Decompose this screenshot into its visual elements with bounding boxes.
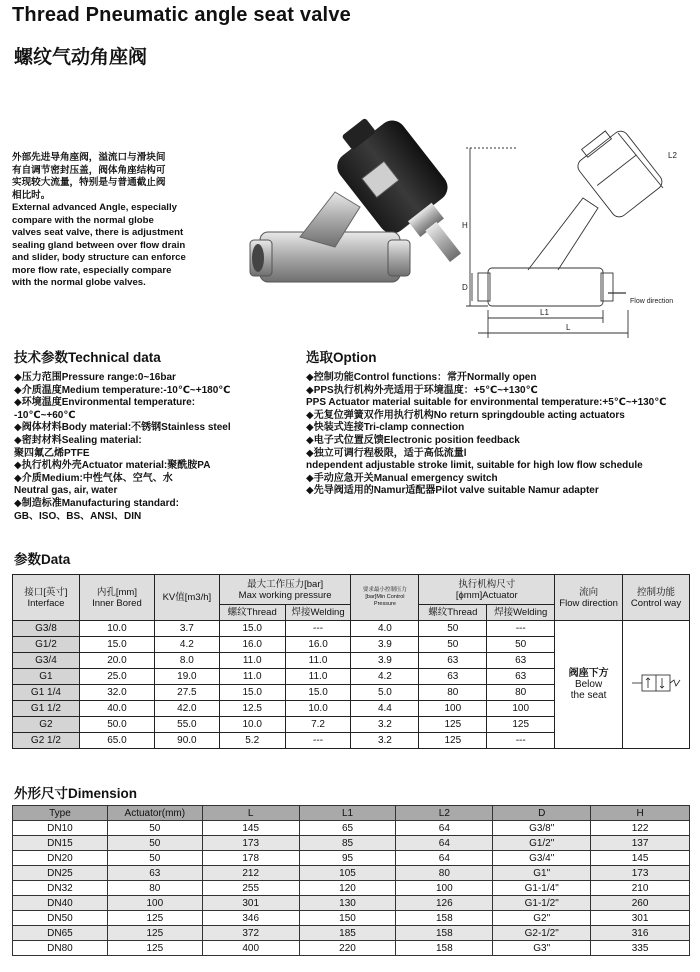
dimension-cell: 50 — [107, 851, 202, 866]
label-l: L — [566, 323, 571, 332]
dimension-cell: 178 — [202, 851, 299, 866]
data-cell: 11.0 — [285, 653, 351, 669]
data-cell: 65.0 — [79, 733, 154, 749]
data-cell: G3/4 — [13, 653, 80, 669]
option-list — [306, 372, 698, 498]
dimension-cell: 158 — [396, 941, 493, 956]
dimension-cell: 85 — [299, 836, 396, 851]
dimension-cell: 137 — [591, 836, 690, 851]
intro-en-line: External advanced Angle, especially — [12, 202, 177, 213]
flow-direction-cell — [555, 621, 623, 749]
header-pressure-cn: 最大工作压力[bar] — [247, 578, 324, 590]
dimension-cell: G3" — [493, 941, 591, 956]
dimension-row — [13, 941, 690, 956]
intro-text — [12, 152, 207, 290]
header-actuator — [419, 575, 555, 605]
data-cell: 50 — [487, 637, 555, 653]
dimension-cell: 220 — [299, 941, 396, 956]
dimension-cell: 130 — [299, 896, 396, 911]
option-item: ◆独立可调行程极限，适于高低流量l — [306, 447, 467, 459]
data-cell: 15.0 — [285, 685, 351, 701]
dimension-cell: 158 — [396, 911, 493, 926]
intro-cn-line: 实现较大流量，特别是与普通截止阀 — [12, 177, 166, 188]
dimension-cell: 301 — [202, 896, 299, 911]
tech-item: ◆制造标准Manufacturing standard: — [14, 497, 179, 509]
dimension-cell: DN20 — [13, 851, 108, 866]
data-cell: --- — [487, 621, 555, 637]
data-cell: 12.5 — [219, 701, 285, 717]
intro-en-line: sealing gland between over flow drain — [12, 239, 186, 251]
data-cell: 80 — [487, 685, 555, 701]
data-cell: 15.0 — [219, 621, 285, 637]
dimension-heading: 外形尺寸Dimension — [14, 786, 138, 801]
dimension-cell: 64 — [396, 836, 493, 851]
option-heading: 选取Option — [306, 350, 377, 365]
dimension-row — [13, 866, 690, 881]
tech-item: Neutral gas, air, water — [14, 485, 118, 497]
tech-item: ◆执行机构外壳Actuator material:聚酰胺PA — [14, 460, 211, 472]
dimension-cell: 100 — [107, 896, 202, 911]
dimension-header: Type — [13, 806, 108, 821]
header-welding: 焊接Welding — [285, 605, 351, 621]
dimension-cell: 64 — [396, 821, 493, 836]
tech-item: GB、ISO、BS、ANSI、DIN — [14, 510, 142, 522]
data-cell: 4.2 — [154, 637, 219, 653]
dimension-header: Actuator(mm) — [107, 806, 202, 821]
dimension-header: L — [202, 806, 299, 821]
data-cell: 125 — [419, 733, 487, 749]
dimension-cell: G3/8" — [493, 821, 591, 836]
header-control-pressure — [351, 575, 419, 621]
dimension-cell: 120 — [299, 881, 396, 896]
dimension-cell: 316 — [591, 926, 690, 941]
dimension-row — [13, 896, 690, 911]
intro-en-line: valves seat valve, there is adjustment — [12, 227, 184, 238]
header-cp-line: 要求最小控制压力 — [362, 587, 407, 593]
header-control-way — [623, 575, 690, 621]
option-item: ◆先导阀适用的Namur适配器Pilot valve suitable Namur adapter — [306, 485, 599, 497]
header-bore — [79, 575, 154, 621]
data-cell: G1 — [13, 669, 80, 685]
data-cell: 25.0 — [79, 669, 154, 685]
data-cell: 50 — [419, 621, 487, 637]
data-cell: --- — [487, 733, 555, 749]
valve-photo — [240, 112, 470, 327]
data-cell: G2 — [13, 717, 80, 733]
tech-item: ◆介质温度Medium temperature:-10℃~+180℃ — [14, 384, 231, 396]
option-item: ◆手动应急开关Manual emergency switch — [306, 472, 498, 484]
technical-data-list — [14, 372, 304, 523]
header-interface-en: Interface — [27, 597, 65, 609]
data-cell: 125 — [419, 717, 487, 733]
dimension-cell: 255 — [202, 881, 299, 896]
header-act-thread: 螺纹Thread — [419, 605, 487, 621]
dimension-cell: DN65 — [13, 926, 108, 941]
dimension-row — [13, 836, 690, 851]
data-cell: 16.0 — [219, 637, 285, 653]
data-cell: 11.0 — [219, 669, 285, 685]
data-cell: 3.9 — [351, 637, 419, 653]
tech-item: ◆压力范围Pressure range:0~16bar — [14, 372, 176, 383]
data-cell: 3.2 — [351, 717, 419, 733]
option-item: PPS Actuator material suitable for environmental temperature:+5℃~+130℃ — [306, 397, 667, 409]
dimension-cell: DN10 — [13, 821, 108, 836]
data-cell: 4.2 — [351, 669, 419, 685]
dimension-drawing — [458, 128, 698, 343]
title-english: Thread Pneumatic angle seat valve — [12, 4, 351, 26]
dimension-row — [13, 911, 690, 926]
dimension-cell: 100 — [396, 881, 493, 896]
dimension-cell: 95 — [299, 851, 396, 866]
data-cell: 4.0 — [351, 621, 419, 637]
data-cell: --- — [285, 733, 351, 749]
data-cell: 63 — [487, 653, 555, 669]
dimension-cell: 212 — [202, 866, 299, 881]
data-cell: 80 — [419, 685, 487, 701]
label-flow-direction: Flow direction — [630, 298, 674, 305]
data-cell: 63 — [419, 669, 487, 685]
header-actuator-cn: 执行机构尺寸 — [458, 578, 516, 590]
dimension-header: H — [591, 806, 690, 821]
header-pressure-en: Max working pressure — [238, 589, 332, 601]
technical-data-heading: 技术参数Technical data — [14, 350, 161, 365]
dimension-cell: G3/4" — [493, 851, 591, 866]
dimension-cell: G2" — [493, 911, 591, 926]
data-cell: 10.0 — [79, 621, 154, 637]
option-item: ◆控制功能Control functions：常开Normally open — [306, 372, 537, 383]
header-flow — [555, 575, 623, 621]
dimension-cell: 210 — [591, 881, 690, 896]
data-cell: 16.0 — [285, 637, 351, 653]
header-cp-line: Pressure — [373, 601, 396, 607]
dimension-cell: G1" — [493, 866, 591, 881]
intro-en-line: compare with the normal globe — [12, 214, 154, 226]
data-cell: 5.2 — [219, 733, 285, 749]
data-cell: 90.0 — [154, 733, 219, 749]
dimension-cell: 105 — [299, 866, 396, 881]
dimension-cell: 80 — [396, 866, 493, 881]
dimension-cell: 80 — [107, 881, 202, 896]
data-cell: 4.4 — [351, 701, 419, 717]
dimension-cell: 185 — [299, 926, 396, 941]
data-cell: 11.0 — [285, 669, 351, 685]
dimension-row — [13, 926, 690, 941]
header-kv: KV值[m3/h] — [154, 575, 219, 621]
dimension-cell: G1/2" — [493, 836, 591, 851]
title-chinese: 螺纹气动角座阀 — [14, 46, 148, 68]
header-control-way-en: Control way — [630, 597, 682, 609]
tech-item: ◆环境温度Environmental temperature: — [14, 397, 196, 409]
data-cell: 63 — [487, 669, 555, 685]
data-cell: 63 — [419, 653, 487, 669]
dimension-cell: DN40 — [13, 896, 108, 911]
option-item: ◆快装式连接Tri-clamp connection — [306, 422, 465, 434]
label-d: D — [462, 283, 468, 292]
dimension-header: D — [493, 806, 591, 821]
data-table — [12, 574, 690, 749]
dimension-cell: G2-1/2" — [493, 926, 591, 941]
dimension-row — [13, 881, 690, 896]
control-symbol-icon — [628, 670, 684, 696]
data-cell: 50.0 — [79, 717, 154, 733]
dimension-cell: 65 — [299, 821, 396, 836]
control-way-cell — [623, 621, 690, 749]
header-interface-cn: 接口[英寸] — [24, 586, 68, 598]
data-heading: 参数Data — [14, 552, 71, 567]
dimension-cell: DN50 — [13, 911, 108, 926]
data-cell: 3.9 — [351, 653, 419, 669]
data-cell: 19.0 — [154, 669, 219, 685]
data-cell: 15.0 — [219, 685, 285, 701]
dimension-cell: 400 — [202, 941, 299, 956]
data-cell: 40.0 — [79, 701, 154, 717]
dimension-cell: G1-1/4" — [493, 881, 591, 896]
dimension-cell: 335 — [591, 941, 690, 956]
dimension-cell: 50 — [107, 836, 202, 851]
dimension-cell: 173 — [591, 866, 690, 881]
data-cell: G1 1/4 — [13, 685, 80, 701]
data-cell: 50 — [419, 637, 487, 653]
data-row — [13, 621, 690, 637]
data-cell: 100 — [487, 701, 555, 717]
tech-item: -10℃~+60℃ — [14, 409, 76, 421]
data-cell: 42.0 — [154, 701, 219, 717]
header-bore-cn: 内孔[mm] — [96, 586, 137, 598]
intro-en-line: and slider, body structure can enforce — [12, 252, 186, 263]
dimension-cell: 64 — [396, 851, 493, 866]
dimension-cell: 173 — [202, 836, 299, 851]
data-cell: G3/8 — [13, 621, 80, 637]
data-cell: 15.0 — [79, 637, 154, 653]
intro-en-line: more flow rate, especially compare — [12, 264, 172, 276]
data-cell: G1 1/2 — [13, 701, 80, 717]
dimension-cell: DN32 — [13, 881, 108, 896]
data-cell: 10.0 — [285, 701, 351, 717]
header-bore-en: Inner Bored — [92, 597, 142, 609]
flow-text: 阀座下方 — [568, 668, 609, 679]
dimension-cell: 50 — [107, 821, 202, 836]
dimension-cell: 125 — [107, 941, 202, 956]
data-cell: 7.2 — [285, 717, 351, 733]
dimension-header: L1 — [299, 806, 396, 821]
dimension-cell: 158 — [396, 926, 493, 941]
dimension-cell: 145 — [591, 851, 690, 866]
option-item: ◆PPS执行机构外壳适用于环境温度：+5℃~+130℃ — [306, 384, 538, 396]
header-actuator-en: [ϕmm]Actuator — [455, 589, 518, 601]
dimension-cell: 301 — [591, 911, 690, 926]
header-pressure — [219, 575, 351, 605]
dimension-cell: G1-1/2" — [493, 896, 591, 911]
tech-item: 聚四氟乙烯PTFE — [14, 447, 90, 459]
data-cell: --- — [285, 621, 351, 637]
dimension-cell: DN15 — [13, 836, 108, 851]
dimension-cell: 122 — [591, 821, 690, 836]
header-flow-en: Flow direction — [559, 597, 618, 609]
dimension-cell: 63 — [107, 866, 202, 881]
data-cell: 32.0 — [79, 685, 154, 701]
header-control-way-cn: 控制功能 — [637, 586, 676, 598]
data-cell: G1/2 — [13, 637, 80, 653]
dimension-cell: 126 — [396, 896, 493, 911]
label-h: H — [462, 221, 468, 230]
dimension-row — [13, 851, 690, 866]
option-item: ndependent adjustable stroke limit, suitable for high low flow schedule — [306, 460, 643, 472]
dimension-cell: 372 — [202, 926, 299, 941]
header-interface — [13, 575, 80, 621]
flow-text: Below — [574, 679, 603, 690]
tech-item: ◆介质Medium:中性气体、空气、水 — [14, 472, 173, 484]
data-cell: 11.0 — [219, 653, 285, 669]
data-cell: 8.0 — [154, 653, 219, 669]
header-thread: 螺纹Thread — [219, 605, 285, 621]
label-l1: L1 — [540, 308, 549, 317]
label-l2: L2 — [668, 151, 677, 160]
dimension-row — [13, 821, 690, 836]
intro-cn-line: 相比时。 — [12, 189, 51, 201]
data-cell: 10.0 — [219, 717, 285, 733]
dimension-cell: 346 — [202, 911, 299, 926]
dimension-cell: 125 — [107, 926, 202, 941]
data-cell: 3.7 — [154, 621, 219, 637]
dimension-header: L2 — [396, 806, 493, 821]
data-cell: G2 1/2 — [13, 733, 80, 749]
intro-cn-line: 有自调节密封压盖，阀体角座结构可 — [12, 164, 166, 176]
data-cell: 27.5 — [154, 685, 219, 701]
data-cell: 3.2 — [351, 733, 419, 749]
option-item: ◆电子式位置反馈Electronic position feedback — [306, 434, 520, 446]
header-flow-cn: 流向 — [579, 586, 599, 598]
tech-item: ◆密封材料Sealing material: — [14, 434, 142, 446]
data-cell: 20.0 — [79, 653, 154, 669]
data-cell: 55.0 — [154, 717, 219, 733]
dimension-cell: DN80 — [13, 941, 108, 956]
intro-cn-line: 外部先进导角座阀，溢流口与滑块间 — [12, 152, 166, 163]
data-cell: 125 — [487, 717, 555, 733]
header-act-welding: 焊接Welding — [487, 605, 555, 621]
dimension-cell: 125 — [107, 911, 202, 926]
dimension-cell: DN25 — [13, 866, 108, 881]
dimension-cell: 145 — [202, 821, 299, 836]
data-cell: 100 — [419, 701, 487, 717]
data-cell: 5.0 — [351, 685, 419, 701]
dimension-table — [12, 805, 690, 956]
intro-en-line: with the normal globe valves. — [12, 277, 146, 288]
dimension-cell: 260 — [591, 896, 690, 911]
tech-item: ◆阀体材料Body material:不锈钢Stainless steel — [14, 422, 231, 434]
header-cp-line: [bar]Min Control — [365, 594, 405, 600]
flow-text: the seat — [570, 690, 607, 701]
option-item: ◆无复位弹簧双作用执行机构No return springdouble acting actuators — [306, 409, 625, 421]
dimension-cell: 150 — [299, 911, 396, 926]
